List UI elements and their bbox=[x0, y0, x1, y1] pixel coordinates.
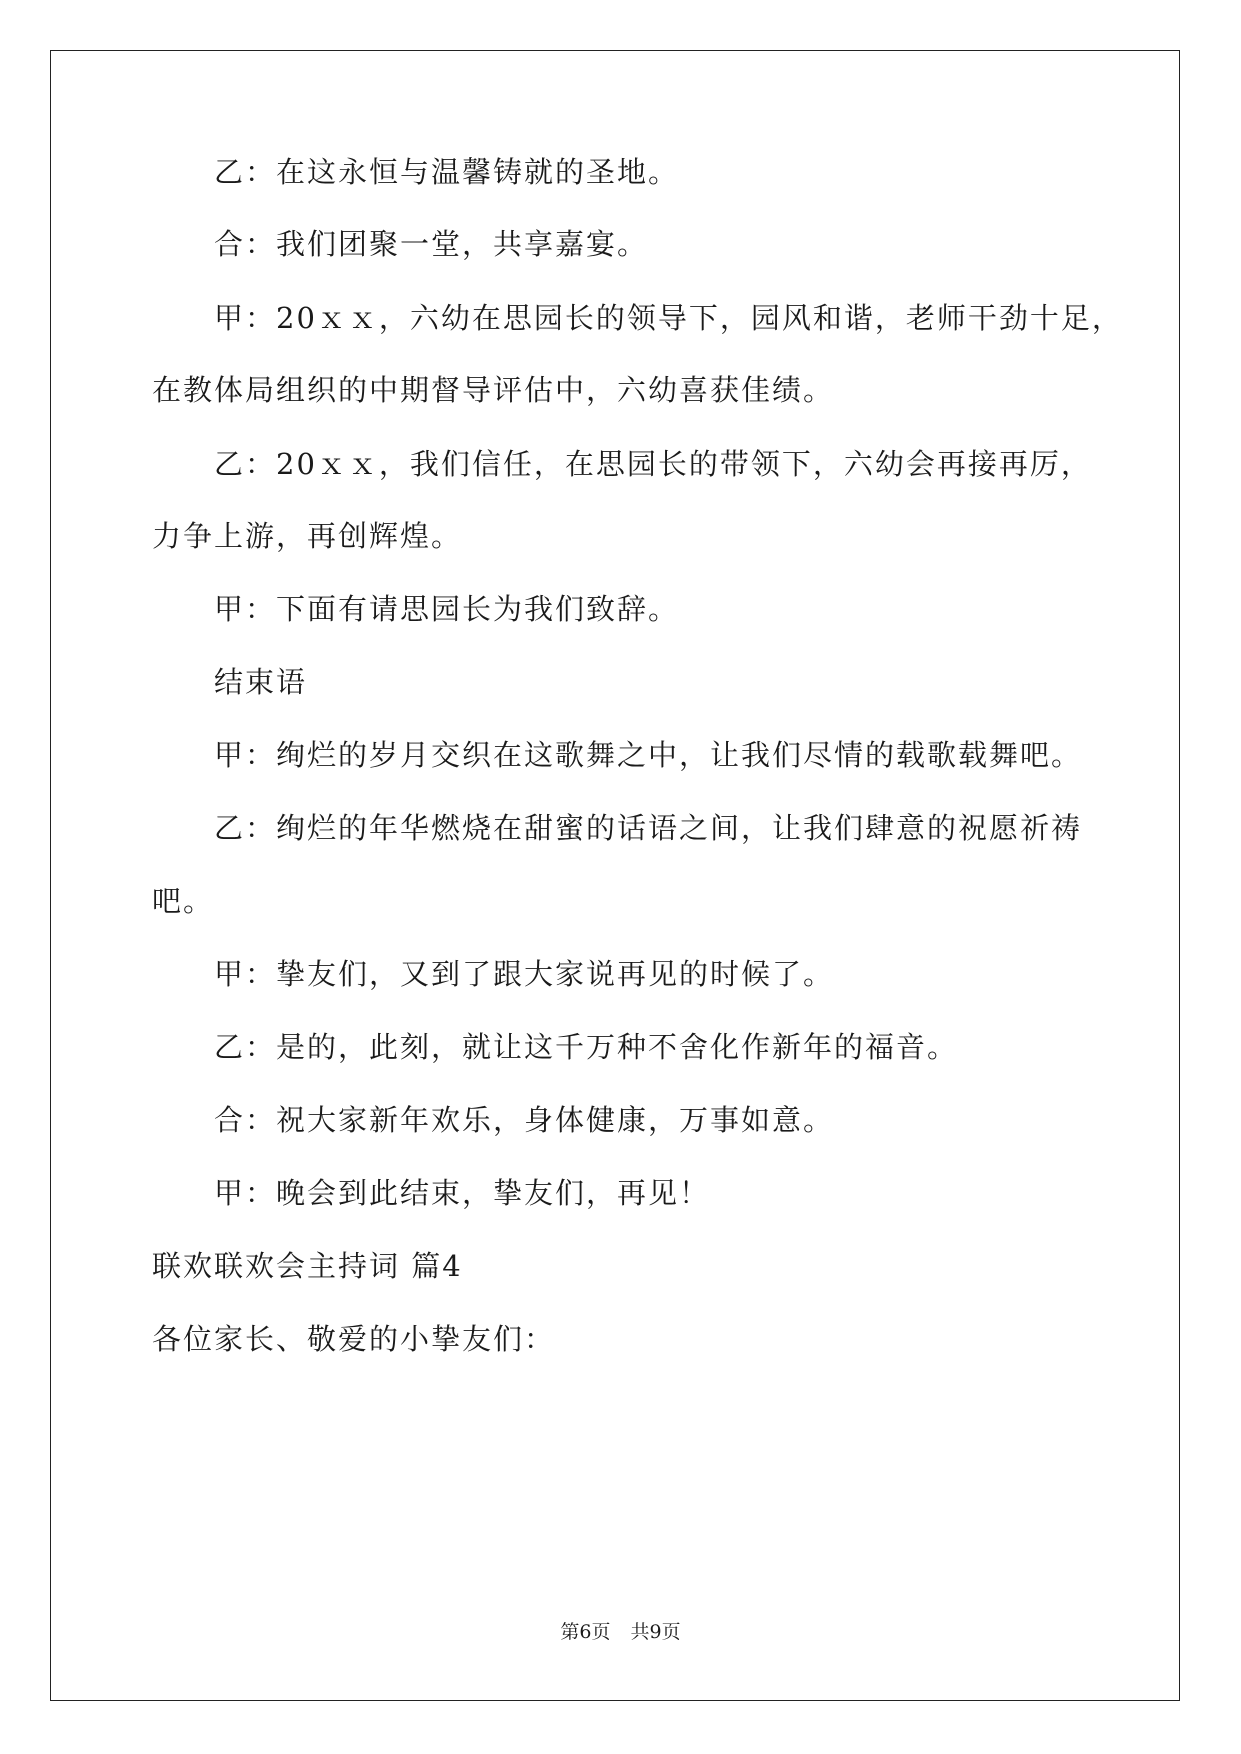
paragraph-line: 乙：在这永恒与温馨铸就的圣地。 bbox=[214, 155, 680, 189]
paragraph-line: 乙：20ｘｘ，我们信任，在思园长的带领下，六幼会再接再厉， bbox=[214, 447, 1092, 481]
paragraph-line: 甲：下面有请思园长为我们致辞。 bbox=[214, 592, 680, 626]
page-footer bbox=[0, 1620, 1241, 1644]
paragraph-line: 甲：晚会到此结束，挚友们，再见！ bbox=[214, 1176, 711, 1210]
section-heading: 结束语 bbox=[214, 665, 308, 699]
paragraph-line: 甲：20ｘｘ，六幼在思园长的领导下，园风和谐，老师干劲十足， bbox=[214, 301, 1123, 335]
paragraph-line: 在教体局组织的中期督导评估中，六幼喜获佳绩。 bbox=[152, 373, 835, 407]
paragraph-line: 乙：绚烂的年华燃烧在甜蜜的话语之间，让我们肆意的祝愿祈祷 bbox=[214, 811, 1083, 845]
paragraph-line: 甲：挚友们，又到了跟大家说再见的时候了。 bbox=[214, 957, 835, 991]
page-number: 第6页 bbox=[560, 1621, 611, 1643]
chapter-heading: 联欢联欢会主持词 篇4 bbox=[152, 1249, 463, 1283]
paragraph-line: 甲：绚烂的岁月交织在这歌舞之中，让我们尽情的载歌载舞吧。 bbox=[214, 738, 1083, 772]
paragraph-line: 乙：是的，此刻，就让这千万种不舍化作新年的福音。 bbox=[214, 1030, 959, 1064]
paragraph-line: 合：祝大家新年欢乐，身体健康，万事如意。 bbox=[214, 1103, 835, 1137]
paragraph-line: 合：我们团聚一堂，共享嘉宴。 bbox=[214, 227, 649, 261]
paragraph-line: 力争上游，再创辉煌。 bbox=[152, 519, 463, 553]
paragraph-line: 各位家长、敬爱的小挚友们： bbox=[152, 1322, 556, 1356]
page-total: 共9页 bbox=[630, 1621, 681, 1643]
paragraph-line: 吧。 bbox=[152, 884, 215, 918]
